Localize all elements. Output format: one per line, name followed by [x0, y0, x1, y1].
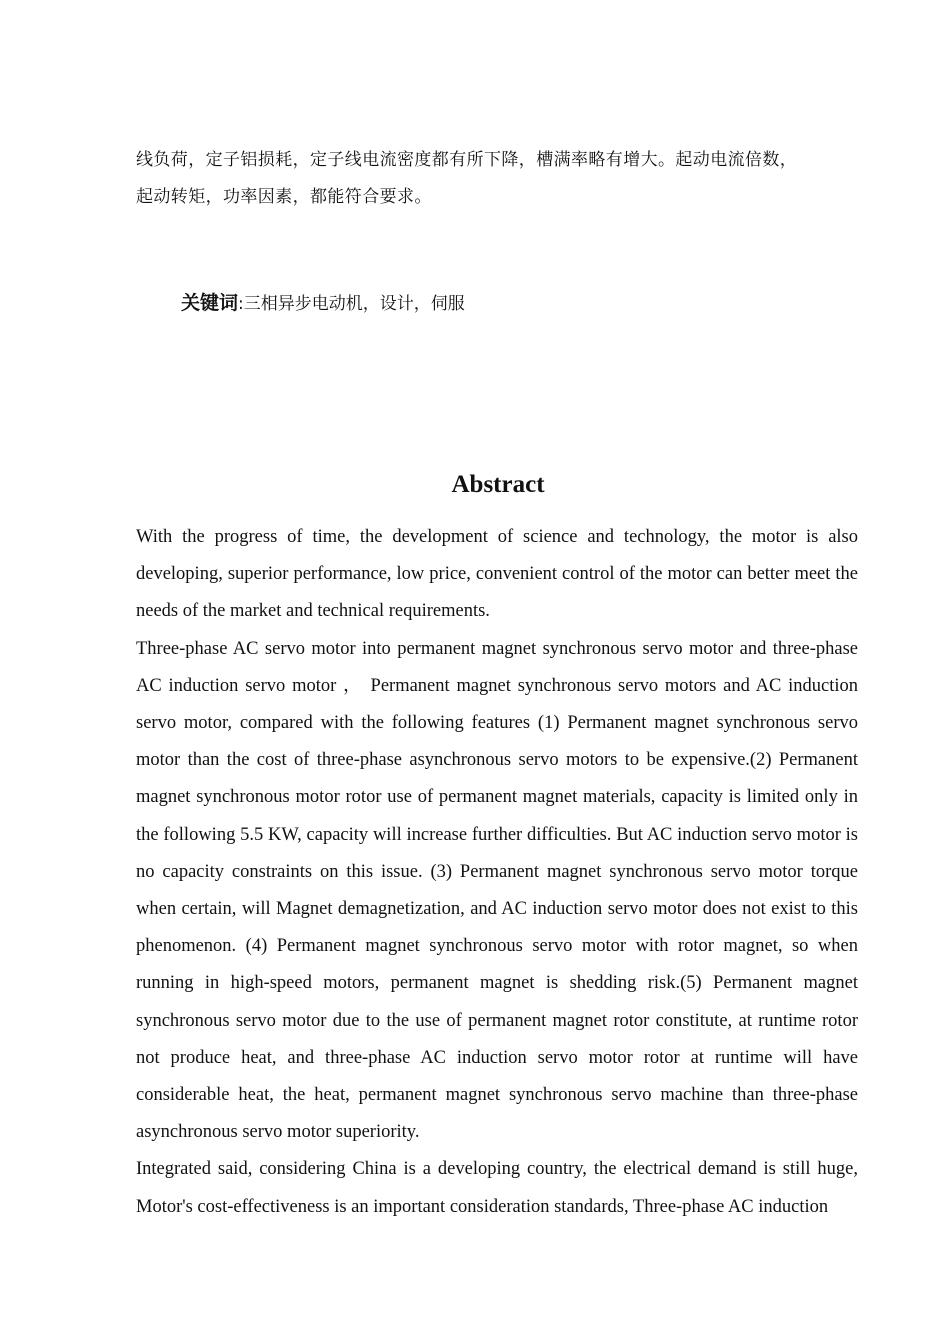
- abstract-heading: Abstract: [451, 471, 545, 498]
- keywords-text: 三相异步电动机，设计，伺服: [243, 294, 465, 314]
- chinese-abstract-line: 线负荷，定子铝损耗，定子线电流密度都有所下降，槽满率略有增大。起动电流倍数，: [136, 150, 798, 170]
- abstract-paragraph: Three-phase AC servo motor into permanent magnet synchronous servo motor and three-phase AC induction servo motor ， Permanent magnet synchronous servo motors and AC induction servo motor, compared with the following features (1) Permanent magnet synchronous servo motor than the cost of three-phase asynchronous servo motors to be expensive.(2) Permanent magnet synchronous motor rotor use of permanent magnet materials, capacity is limited only in the following 5.5 KW, capacity will increase further difficulties. But AC induction servo motor is no capacity constraints on this issue. (3) Permanent magnet synchronous servo motor torque when certain, will Magnet demagnetization, and AC induction servo motor does not exist to this phenomenon. (4) Permanent magnet synchronous servo motor with rotor magnet, so when running in high-speed motors, permanent magnet is shedding risk.(5) Permanent magnet synchronous servo motor due to the use of permanent magnet rotor constitute, at runtime rotor not produce heat, and three-phase AC induction servo motor rotor at runtime will have considerable heat, the heat, permanent magnet synchronous servo machine than three-phase asynchronous servo motor superiority.: [136, 638, 858, 1143]
- keywords-colon: :: [238, 294, 244, 314]
- keywords-label: 关键词: [181, 292, 239, 314]
- abstract-body: [136, 519, 858, 1226]
- chinese-abstract-line: 起动转矩，功率因素，都能符合要求。: [136, 187, 432, 207]
- abstract-paragraph: With the progress of time, the development of science and technology, the motor is also developing, superior performance, low price, convenient control of the motor can better meet the needs of the market and technical requirements.: [136, 527, 858, 622]
- keywords-line: [181, 287, 465, 320]
- chinese-abstract-continuation: [136, 142, 872, 216]
- abstract-paragraph: Integrated said, considering China is a developing country, the electrical demand is still huge, Motor's cost-effectiveness is an important consideration standards, Three-phase AC induction: [136, 1159, 858, 1217]
